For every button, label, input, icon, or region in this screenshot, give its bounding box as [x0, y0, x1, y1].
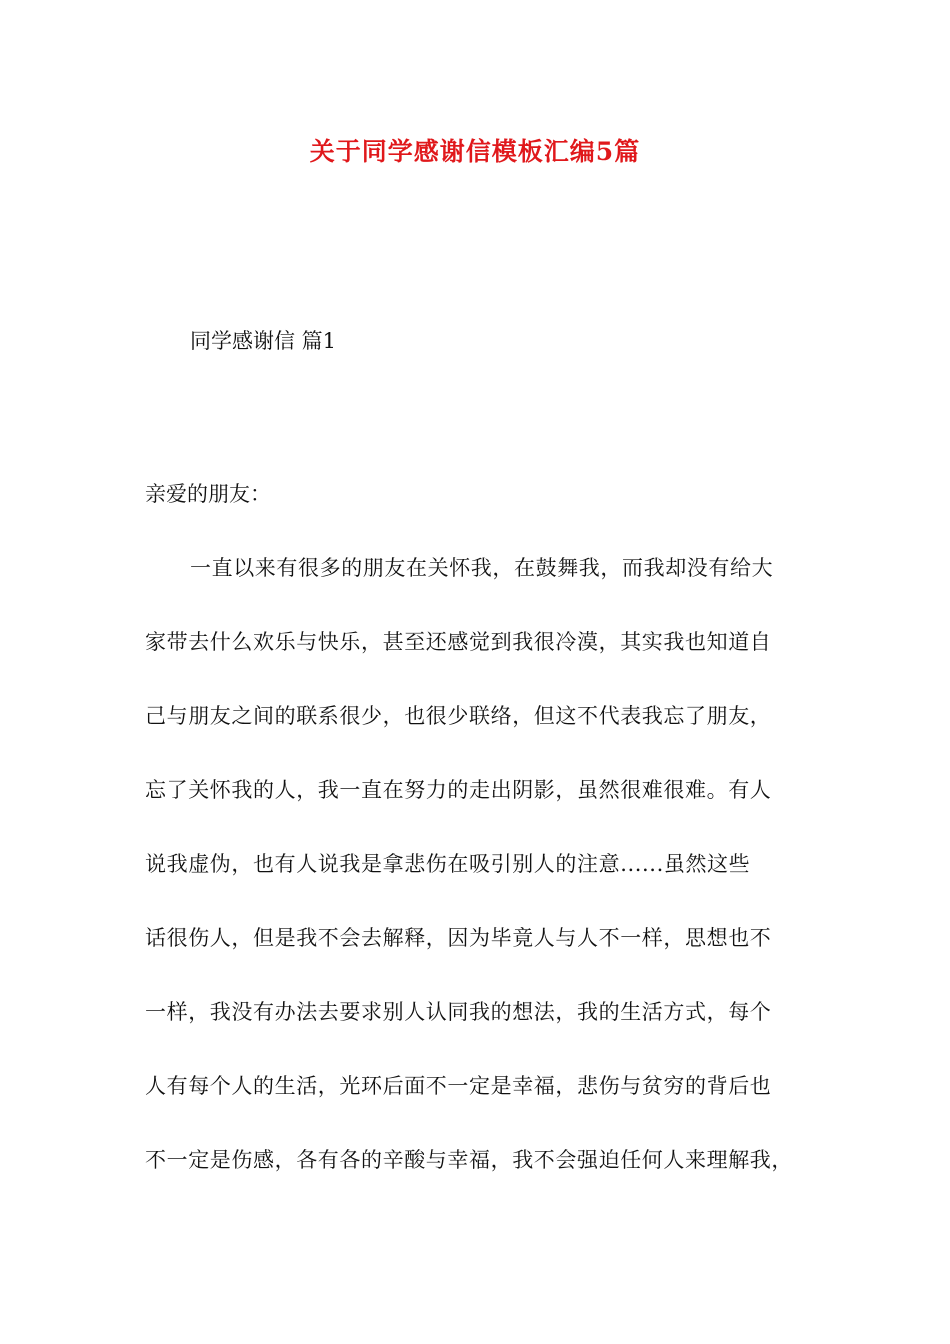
- document-title: 关于同学感谢信模板汇编5篇: [309, 137, 641, 166]
- body-line-2: 家带去什么欢乐与快乐，甚至还感觉到我很冷漠，其实我也知道自: [145, 630, 772, 654]
- letter-greeting: 亲爱的朋友：: [145, 482, 271, 506]
- body-line-7: 一样，我没有办法去要求别人认同我的想法，我的生活方式，每个: [145, 1000, 772, 1024]
- body-line-4: 忘了关怀我的人，我一直在努力的走出阴影，虽然很难很难。有人: [145, 778, 772, 802]
- body-line-9: 不一定是伤感，各有各的辛酸与幸福，我不会强迫任何人来理解我，: [145, 1148, 793, 1172]
- body-line-1: 一直以来有很多的朋友在关怀我，在鼓舞我，而我却没有给大: [190, 556, 774, 580]
- body-line-6: 话很伤人，但是我不会去解释，因为毕竟人与人不一样，思想也不: [145, 926, 772, 950]
- body-line-8: 人有每个人的生活，光环后面不一定是幸福，悲伤与贫穷的背后也: [145, 1074, 772, 1098]
- body-line-5: 说我虚伪，也有人说我是拿悲伤在吸引别人的注意......虽然这些: [145, 852, 751, 876]
- body-line-3: 己与朋友之间的联系很少，也很少联络，但这不代表我忘了朋友，: [145, 704, 772, 728]
- section-heading: 同学感谢信 篇1: [190, 329, 337, 353]
